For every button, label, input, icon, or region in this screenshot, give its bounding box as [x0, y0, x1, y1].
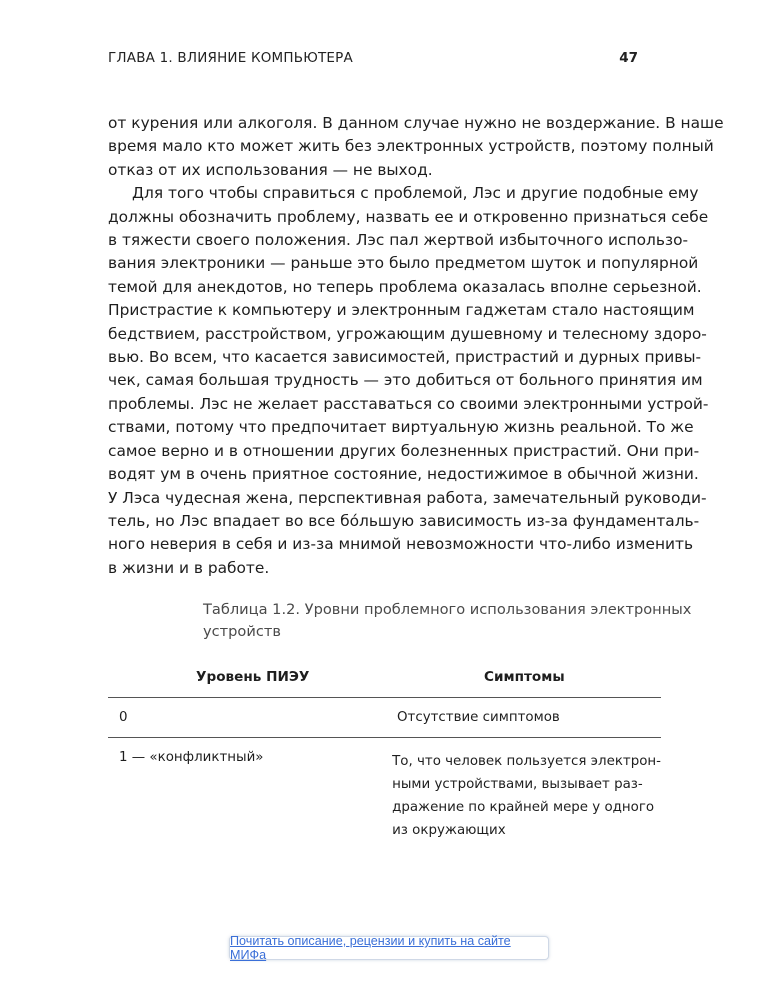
body-line: должны обозначить проблему, назвать ее и откровенно признаться себе — [108, 207, 709, 226]
page-number: 47 — [619, 50, 638, 66]
table-caption — [203, 599, 692, 643]
body-line: У Лэса чудесная жена, перспективная работа, замечательный руководи- — [108, 488, 707, 507]
symptoms-cell — [397, 706, 661, 729]
symptom-line: ными устройствами, вызывает раз- — [392, 777, 643, 792]
body-line: проблемы. Лэс не желает расставаться со своими электронными устрой- — [108, 394, 709, 413]
symptom-line: дражение по крайней мере у одного — [392, 800, 655, 815]
body-text — [108, 112, 724, 580]
body-line: время мало кто может жить без электронных устройств, поэтому полный — [108, 137, 714, 156]
symptoms-cell — [392, 750, 661, 842]
body-line: Для того чтобы справиться с проблемой, Лэс и другие подобные ему — [132, 184, 699, 203]
column-header-level: Уровень ПИЭУ — [196, 669, 310, 685]
body-line: ного неверия в себя и из-за мнимой невозможности что-либо изменить — [108, 535, 694, 554]
body-line: водят ум в очень приятное состояние, недостижимое в обычной жизни. — [108, 465, 699, 484]
body-line: тель, но Лэс впадает во все бóльшую зависимость из-за фундаменталь- — [108, 511, 700, 530]
level-cell: 1 — «конфликтный» — [119, 750, 264, 765]
table-row — [108, 738, 661, 842]
caption-line: Таблица 1.2. Уровни проблемного использования электронных — [203, 601, 692, 618]
symptom-line: из окружающих — [392, 823, 506, 838]
body-line: темой для анекдотов, но теперь проблема оказалась вполне серьезной. — [108, 277, 702, 296]
column-header-symptoms: Симптомы — [484, 669, 565, 685]
symptom-table — [108, 664, 661, 842]
level-cell: 0 — [119, 710, 128, 725]
table-header-row — [108, 664, 661, 698]
table-row — [108, 698, 661, 738]
running-head: ГЛАВА 1. ВЛИЯНИЕ КОМПЬЮТЕРА — [108, 50, 353, 66]
caption-line: устройств — [203, 623, 281, 640]
body-line: в тяжести своего положения. Лэс пал жертвой избыточного использо- — [108, 231, 689, 250]
body-line: отказ от их использования — не выход. — [108, 160, 433, 179]
body-line: вания электроники — раньше это было предметом шуток и популярной — [108, 254, 699, 273]
body-line: вью. Во всем, что касается зависимостей, пристрастий и дурных привы- — [108, 348, 702, 367]
body-line: ствами, потому что предпочитает виртуальную жизнь реальной. То же — [108, 418, 694, 437]
body-line: чек, самая большая трудность — это добиться от больного принятия им — [108, 371, 703, 390]
symptom-line: Отсутствие симптомов — [397, 710, 560, 725]
symptom-line: То, что человек пользуется электрон- — [392, 754, 661, 769]
body-line: в жизни и в работе. — [108, 558, 270, 577]
body-line: бедствием, расстройством, угрожающим душевному и телесному здоро- — [108, 324, 707, 343]
page-header — [108, 50, 638, 66]
store-link[interactable]: Почитать описание, рецензии и купить на сайте МИФа — [229, 936, 549, 960]
body-line: самое верно и в отношении других болезненных пристрастий. Они при- — [108, 441, 700, 460]
body-line: от курения или алкоголя. В данном случае нужно не воздержание. В наше — [108, 114, 724, 132]
body-line: Пристрастие к компьютеру и электронным гаджетам стало настоящим — [108, 301, 695, 320]
